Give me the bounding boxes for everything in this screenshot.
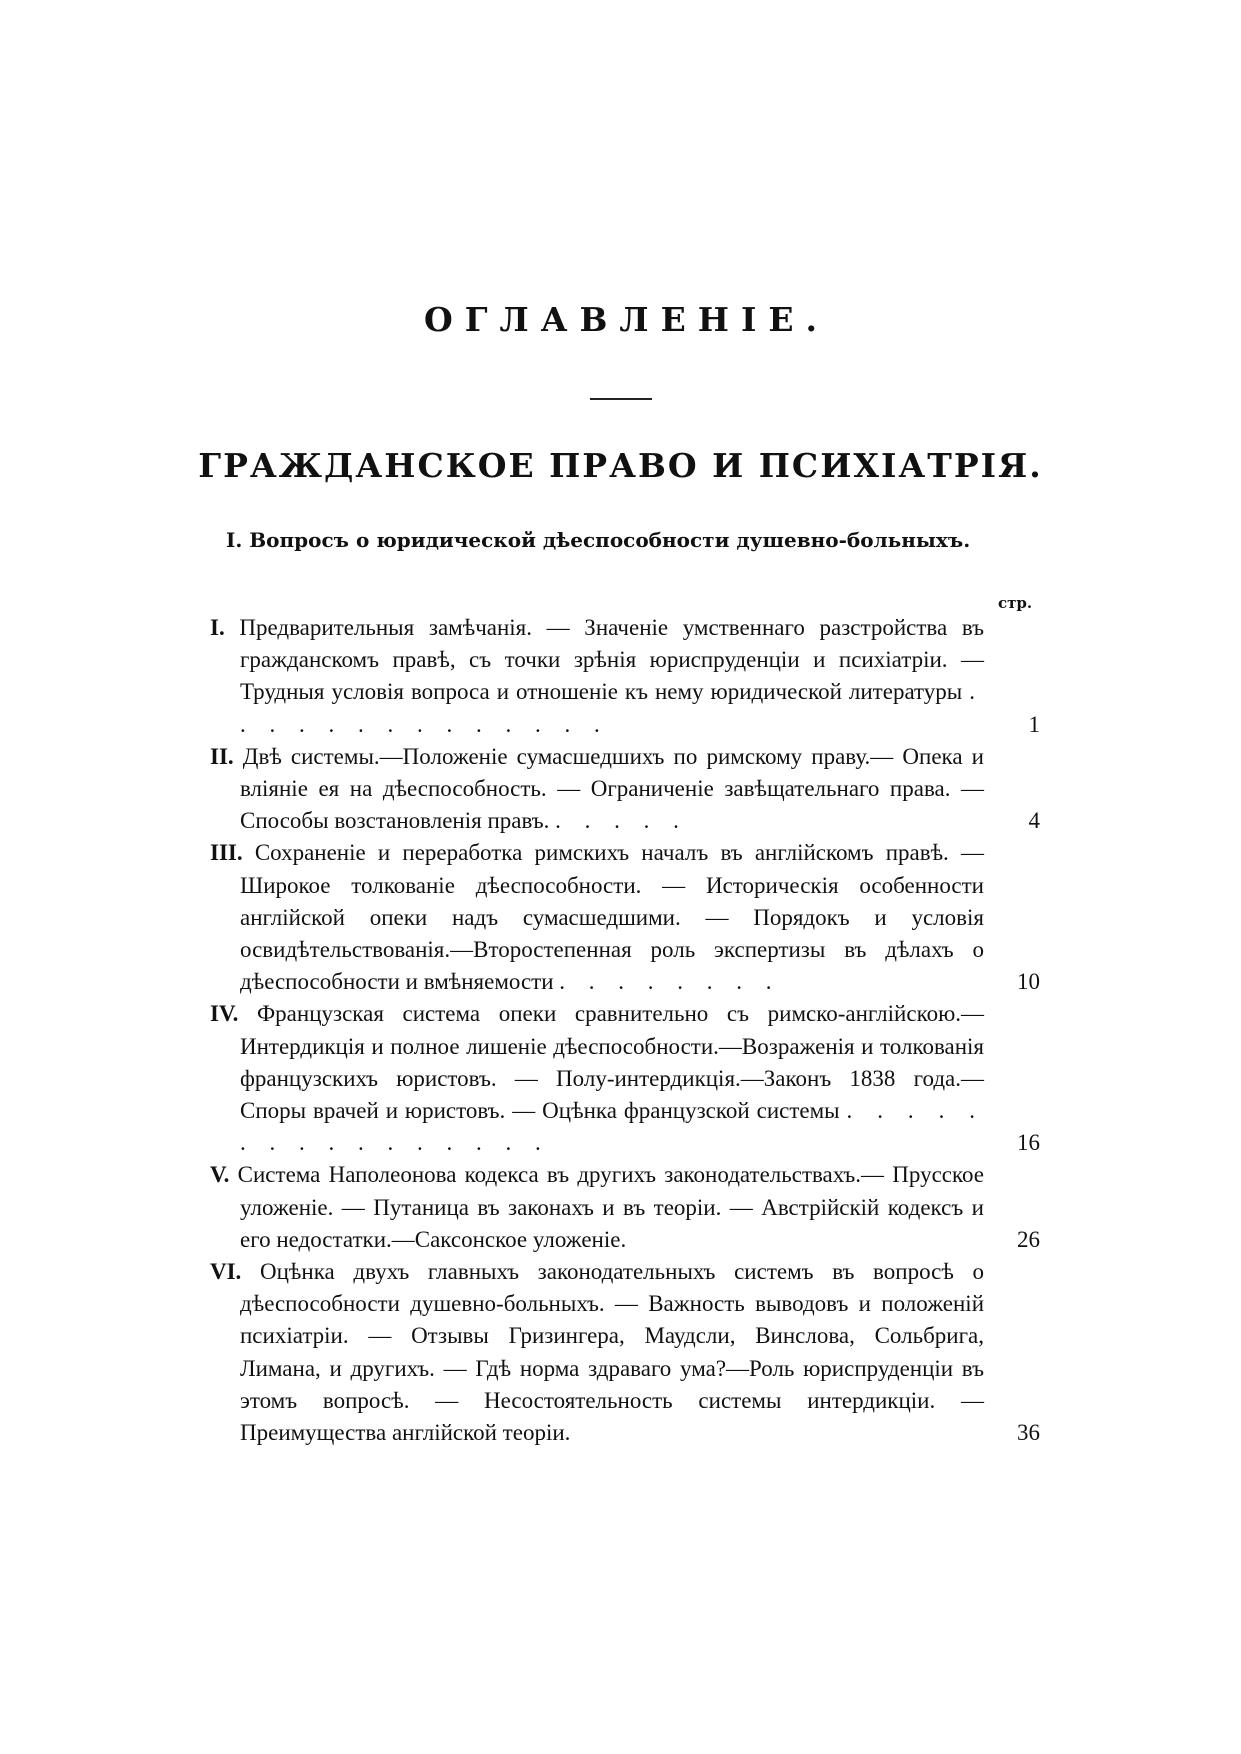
dot-leader: . . . . . . . . xyxy=(559,969,781,995)
toc-entry-5 xyxy=(210,1159,1040,1256)
entry-number: II. xyxy=(210,743,234,769)
entry-number: V. xyxy=(210,1162,230,1188)
toc-entry-4 xyxy=(210,998,1040,1159)
entry-number: VI. xyxy=(210,1259,242,1285)
entry-text: Система Наполеонова кодекса въ другихъ законодательствахъ.— Прусское уложеніе. — Путаница въ законахъ и въ теоріи. — Австрійскій кодексъ и его недостатки.—Саксонское уложеніе. xyxy=(237,1162,984,1252)
entry-number: III. xyxy=(210,840,243,866)
dot-leader: . . . . . xyxy=(555,808,688,834)
table-of-contents xyxy=(210,612,1040,1449)
entry-text: Двѣ системы.—Положеніе сумасшедшихъ по римскому праву.— Опека и вліяніе ея на дѣеспособность. — Ограниченіе завѣщательнаго права. — Способы возстановленія правъ. xyxy=(240,743,984,834)
entry-page-number: 4 xyxy=(1028,808,1040,834)
part-heading: I. Вопросъ о юридической дѣеспособности душевно-больныхъ. xyxy=(226,528,971,552)
entry-page-number: 26 xyxy=(1017,1226,1040,1252)
entry-page-number: 1 xyxy=(1028,711,1040,737)
entry-text: Предварительныя замѣчанія. — Значеніе умственнаго разстройства въ гражданскомъ правѣ, съ точки зрѣнія юриспруденціи и психіатріи. — Трудныя условія вопроса и отношеніе къ нему юридической литературы xyxy=(239,615,985,705)
entry-page-number: 10 xyxy=(1017,969,1040,995)
page-column-label: стр. xyxy=(998,594,1033,612)
section-title: ГРАЖДАНСКОЕ ПРАВО И ПСИХІАТРІЯ. xyxy=(198,446,1043,485)
entry-text: Французская система опеки сравнительно съ римско-англійскою.—Интердикція и полное лишеніе дѣеспособности.—Возраженія и толкованія французскихъ юристовъ. — Полу-интердикція.—Законъ 1838 года.—Споры врачей и юристовъ. — Оцѣнка французской системы xyxy=(240,1001,985,1124)
toc-entry-2 xyxy=(210,741,1040,838)
dot-leader: . . . . . . . . . . . . . . . . xyxy=(240,1098,985,1156)
entry-page-number: 36 xyxy=(1017,1420,1040,1446)
entry-text: Оцѣнка двухъ главныхъ законодательныхъ системъ въ вопросѣ о дѣеспособности душевно-больныхъ. — Важность выводовъ и положеній психіатріи. — Отзывы Гризингера, Маудсли, Винслова, Сольбрига, Лимана, и другихъ. — Гдѣ норма здраваго ума?—Роль юриспруденціи въ этомъ вопросѣ. — Несостоятельность системы интердикціи. — Преимущества англійской теоріи. xyxy=(240,1259,985,1446)
entry-number: IV. xyxy=(210,1001,239,1027)
entry-page-number: 16 xyxy=(1017,1130,1040,1156)
toc-entry-3 xyxy=(210,837,1040,998)
toc-entry-6 xyxy=(210,1256,1040,1449)
dot-leader: . . . . . . . . . . . . . . xyxy=(240,679,985,737)
toc-entry-1 xyxy=(210,612,1040,741)
title-divider xyxy=(590,398,652,400)
entry-number: I. xyxy=(210,615,225,640)
page-title: ОГЛАВЛЕНІЕ. xyxy=(423,300,830,339)
entry-text: Сохраненіе и переработка римскихъ началъ въ англійскомъ правѣ. — Широкое толкованіе дѣеспособности. — Историческія особенности англійской опеки надъ сумасшедшими. — Порядокъ и условія освидѣтельствованія.—Второстепенная роль экспертизы въ дѣлахъ о дѣеспособности и вмѣняемости xyxy=(240,840,985,995)
